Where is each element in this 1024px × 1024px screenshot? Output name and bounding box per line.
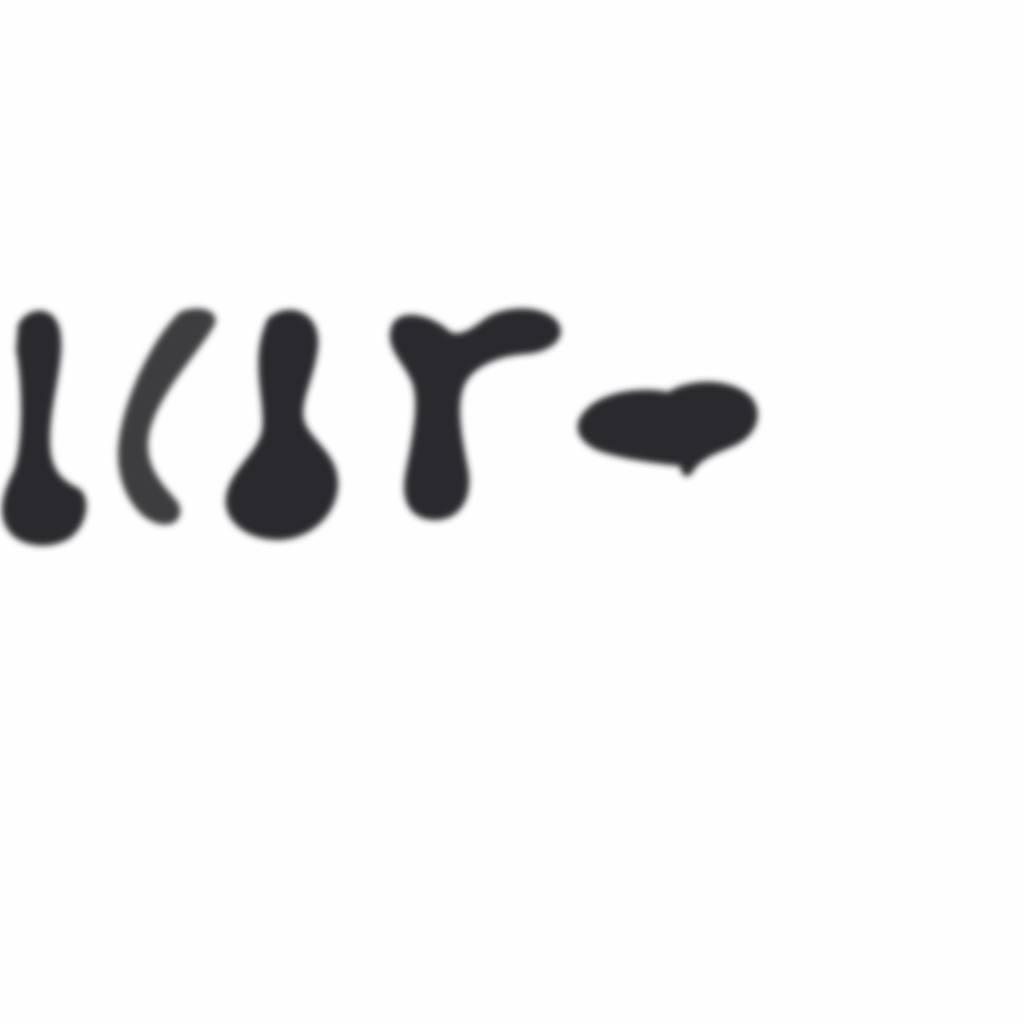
glyph-2 <box>118 308 216 524</box>
glyph-4 <box>390 309 561 521</box>
glyph-5 <box>578 382 758 477</box>
glyph-3 <box>226 310 339 540</box>
glyph-1 <box>2 311 86 546</box>
